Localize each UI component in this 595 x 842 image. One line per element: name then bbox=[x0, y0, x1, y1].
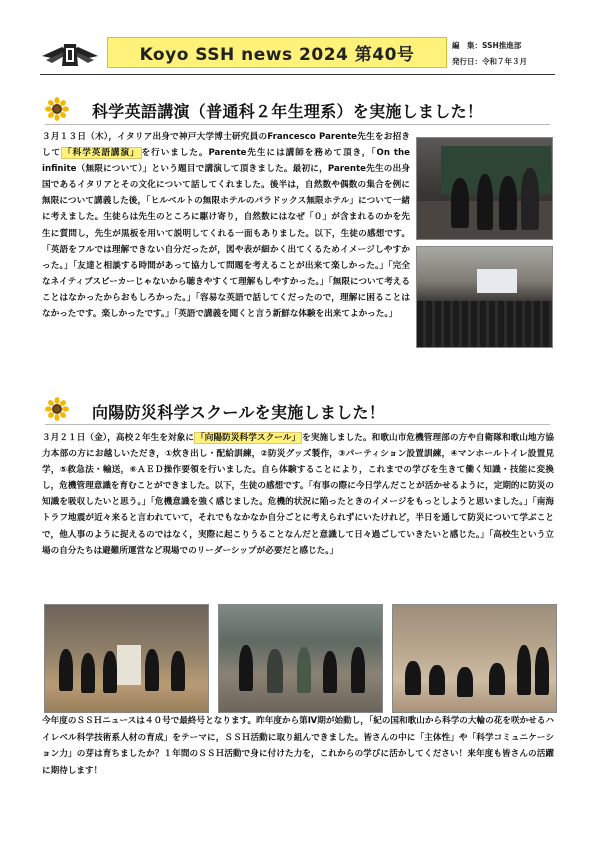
photo-gym-partition-training bbox=[44, 604, 209, 713]
section-heading-disaster-school: 向陽防災科学スクールを実施しました！ bbox=[92, 403, 386, 422]
body-text-prefix: ３月１３日（木），イタリア出身で神戸大学博士研究員のFrancesco Parente先生をお招きして bbox=[42, 132, 410, 159]
section-divider bbox=[45, 124, 550, 125]
body-text-suffix: を実施しました。和歌山市危機管理部の方や自衛隊和歌山地方協力本部の方にお越しいただき，①炊き出し・配給訓練，②防災グッズ製作，③パーティション設置訓練，④マンホールトイレ設置見学，⑤救急法・輸送，⑥ＡＥＤ操作要領を行いました。自ら体験することにより，これまでの学びを生きて働く知識・技能に変換し，危機管理意識を育むことができました。以下，生徒の感想です。「有事の際に今日学んだことが活かせるように，定期的に防災の知識を吸収したいと思う。」「危機意識を強く感じました。危機的状況に陥ったときのイメージをもっとしようと思いました。」「南海トラフ地震が近々来ると言われていて，それでもなかなか自分ごとに考えられずにいたけれど，半日を通して防災について学ぶことで，他人事のように捉えるのではなく，実際に起こりうることなんだと意識して日々過ごしていきたいと感じた。」「高校生という立場の自分たちは避難所運営など現場でのリーダーシップが必要だと感じた。」 bbox=[42, 433, 554, 556]
photo-outdoor-rescue-training bbox=[218, 604, 383, 713]
section-heading-english-lecture: 科学英語講演（普通科２年生理系）を実施しました！ bbox=[92, 102, 484, 121]
photo-first-aid-training bbox=[392, 604, 557, 713]
sunflower-icon bbox=[45, 397, 69, 421]
header-divider bbox=[40, 74, 555, 75]
event-highlight: 「科学英語講演」 bbox=[63, 148, 140, 159]
newsletter-title: Koyo SSH news 2024 第40号 bbox=[107, 37, 447, 68]
sunflower-icon bbox=[45, 97, 69, 121]
issue-date-label: 発行日：令和７年３月 bbox=[452, 57, 527, 66]
editor-label: 編 集：SSH推進部 bbox=[452, 41, 522, 50]
section-divider bbox=[45, 424, 550, 425]
closing-message: 今年度のＳＳＨニュースは４０号で最終号となります。昨年度から第Ⅳ期が始動し，「紀の国和歌山から科学の大輪の花を咲かせるハイレベル科学技術系人材の育成」をテーマに，ＳＳＨ活動に取り組んできました。皆さんの中に「主体性」や「科学コミュニケーション力」の芽は育ちましたか？１年間のＳＳＨ活動で身に付けた力を，これからの学びに活かしてください！来年度も皆さんの活躍に期待します！ bbox=[42, 716, 554, 776]
photo-lecture-hall bbox=[416, 246, 553, 348]
section-body-english-lecture bbox=[42, 129, 410, 322]
body-text-prefix: ３月２１日（金），高校２年生を対象に bbox=[42, 433, 195, 443]
school-logo-icon bbox=[40, 40, 100, 70]
section-body-disaster-school bbox=[42, 430, 554, 559]
event-highlight: 「向陽防災科学スクール」 bbox=[196, 433, 301, 443]
photo-lecture-blackboard bbox=[416, 137, 553, 240]
body-text-suffix: を行いました。Parente先生には講師を務めて頂き，「On the infinite（無限について）」という題目で講演して頂きました。最初に，Parente先生の出身国であるイタリアとその文化について話してくれました。後半は，自然数や偶数の集合を例に無限について講義した後，「ヒルベルトの無限ホテルのパラドックス無限ホテル」について一緒に考えました。生徒らは先生のところに駆け寄り，自然数にはなぜ「０」が含まれるのかを先生に質問し，先生が黒板を用いて説明してくれる一面もありました。以下，生徒の感想です。「英語をフルでは理解できない自分だったが，図や表が細かく出てくるためイメージしやすかった。」「友達と相談する時間があって協力して問題を考えることが出来て楽しかった。」「完全なネイティブスピーカーじゃないから聴きやすくて理解もしやすかった。」「無限について考えることはなかったからおもしろかった。」「容易な英語で話してくだったので，理解に困ることはなかったです。楽しかったです。」「英語で講義を聞くと言う新鮮な体験を出来てよかった。」 bbox=[42, 148, 410, 320]
